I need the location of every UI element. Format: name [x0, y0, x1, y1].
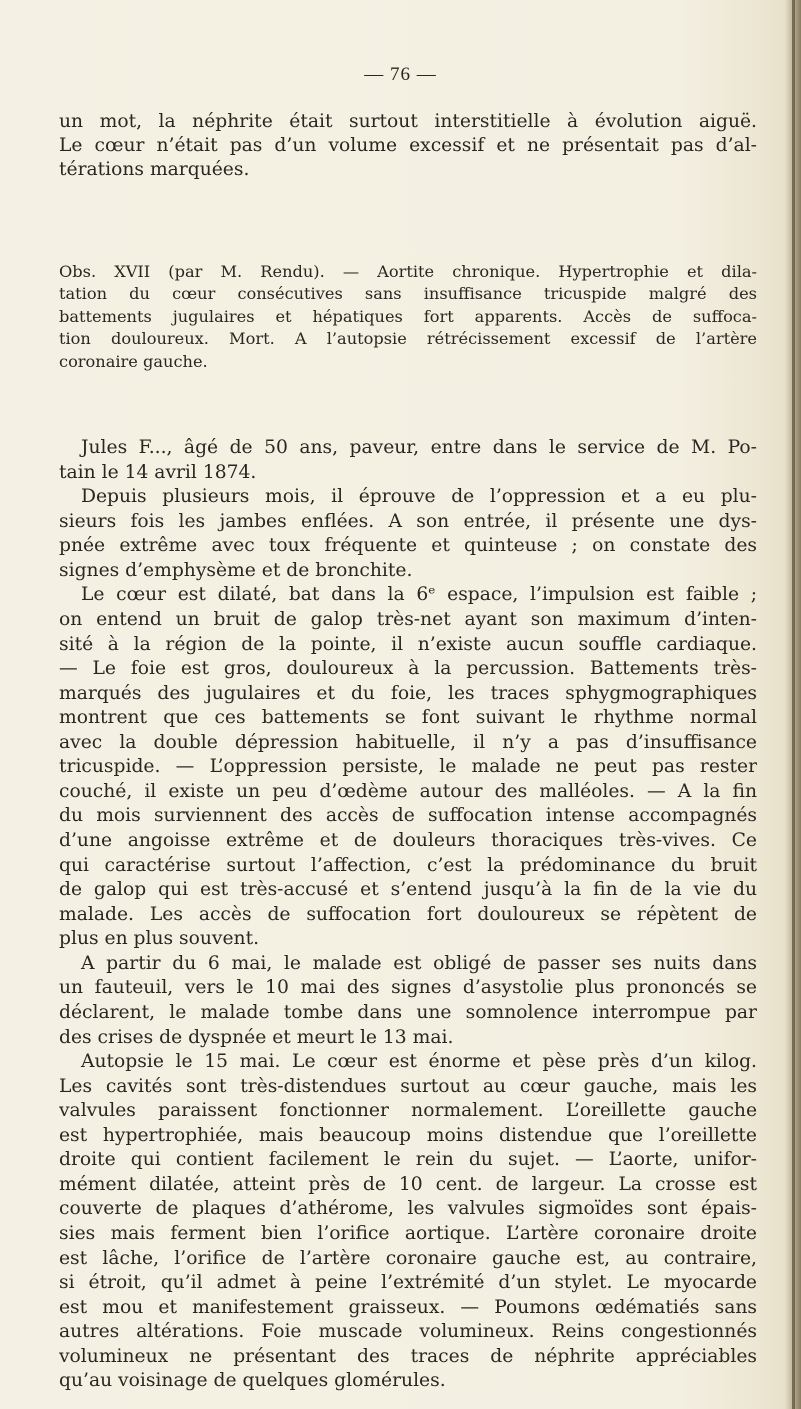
text-line: de galop qui est très-accusé et s’entend jusqu’à la fin de la vie du: [59, 879, 757, 901]
case-report-body: [59, 436, 757, 1394]
text-line: tation du cœur consécutives sans insuffisance tricuspide malgré des: [59, 284, 757, 304]
text-line: battements jugulaires et hépatiques fort apparents. Accès de suffoca-: [59, 306, 757, 326]
text-line: montrent que ces battements se font suivant le rhythme normal: [59, 707, 757, 729]
text-line: un mot, la néphrite était surtout interstitielle à évolution aiguë.: [59, 111, 757, 132]
text-line: volumineux ne présentant des traces de néphrite appréciables: [59, 1345, 757, 1367]
text-line: Obs. XVII (par M. Rendu). — Aortite chronique. Hypertrophie et dila-: [59, 262, 757, 281]
text-line: avec la double dépression habituelle, il n’y a pas d’insuffisance: [59, 731, 757, 753]
text-line: un fauteuil, vers le 10 mai des signes d’asystolie plus prononcés se: [59, 977, 757, 999]
text-line: est mou et manifestement graisseux. — Poumons œdématiés sans: [59, 1296, 757, 1318]
text-line: couverte de plaques d’athérome, les valvules sigmoïdes sont épais-: [59, 1198, 757, 1220]
text-line: déclarent, le malade tombe dans une somnolence interrompue par: [59, 1001, 757, 1023]
paragraph-continuation: [59, 110, 757, 182]
page-number: — 76 —: [364, 64, 437, 85]
text-line: d’une angoisse extrême et de douleurs thoraciques très-vives. Ce: [59, 830, 757, 851]
text-line: des crises de dyspnée et meurt le 13 mai.: [59, 1026, 454, 1048]
text-line: du mois surviennent des accès de suffocation intense accompagnés: [59, 805, 757, 827]
text-line: on entend un bruit de galop très-net ayant son maximum d’inten-: [59, 608, 757, 630]
text-line: sieurs fois les jambes enflées. A son entrée, il présente une dys-: [59, 510, 757, 532]
text-line: mément dilatée, atteint près de 10 cent. de largeur. La crosse est: [59, 1173, 757, 1195]
text-line: Les cavités sont très-distendues surtout au cœur gauche, mais les: [59, 1075, 757, 1097]
text-line: Le cœur est dilaté, bat dans la 6ᵉ espace, l’impulsion est faible ;: [81, 584, 757, 606]
text-line: térations marquées.: [59, 159, 250, 180]
text-line: tain le 14 avril 1874.: [59, 461, 257, 483]
page-edge-binding: [792, 0, 795, 1409]
text-line: Le cœur n’était pas d’un volume excessif et ne présentait pas d’al-: [59, 135, 757, 156]
text-line: Autopsie le 15 mai. Le cœur est énorme et pèse près d’un kilog.: [81, 1051, 757, 1073]
observation-heading: [59, 261, 757, 373]
text-line: malade. Les accès de suffocation fort douloureux se répètent de: [59, 903, 757, 925]
text-line: qui caractérise surtout l’affection, c’est la prédominance du bruit: [59, 854, 757, 876]
text-line: tricuspide. — L’oppression persiste, le malade ne peut pas rester: [59, 756, 757, 778]
text-line: qu’au voisinage de quelques glomérules.: [59, 1370, 446, 1392]
text-line: sité à la région de la pointe, il n’existe aucun souffle cardiaque.: [59, 633, 757, 655]
text-line: Jules F..., âgé de 50 ans, paveur, entre dans le service de M. Po-: [81, 437, 757, 458]
text-line: tion douloureux. Mort. A l’autopsie rétrécissement excessif de l’artère: [59, 329, 757, 349]
text-line: est lâche, l’orifice de l’artère coronaire gauche est, au contraire,: [59, 1247, 757, 1269]
text-line: est hypertrophiée, mais beaucoup moins distendue que l’oreillette: [59, 1124, 757, 1146]
text-line: plus en plus souvent.: [59, 928, 260, 950]
text-line: droite qui contient facilement le rein du sujet. — L’aorte, unifor-: [59, 1149, 757, 1171]
text-line: sies mais ferment bien l’orifice aortique. L’artère coronaire droite: [59, 1223, 757, 1244]
text-line: si étroit, qu’il admet à peine l’extrémité d’un stylet. Le myocarde: [59, 1272, 757, 1294]
text-line: signes d’emphysème et de bronchite.: [59, 559, 413, 581]
text-line: Depuis plusieurs mois, il éprouve de l’oppression et a eu plu-: [81, 486, 757, 508]
text-line: marqués des jugulaires et du foie, les traces sphygmographiques: [59, 682, 757, 704]
text-line: — Le foie est gros, douloureux à la percussion. Battements très-: [59, 658, 757, 680]
text-line: coronaire gauche.: [59, 351, 208, 371]
text-line: autres altérations. Foie muscade volumineux. Reins congestionnés: [59, 1321, 757, 1343]
text-line: valvules paraissent fonctionner normalement. L’oreillette gauche: [59, 1100, 757, 1122]
text-line: A partir du 6 mai, le malade est obligé de passer ses nuits dans: [81, 952, 757, 974]
text-line: pnée extrême avec toux fréquente et quinteuse ; on constate des: [59, 535, 757, 557]
text-line: couché, il existe un peu d’œdème autour des malléoles. — A la fin: [59, 780, 757, 802]
